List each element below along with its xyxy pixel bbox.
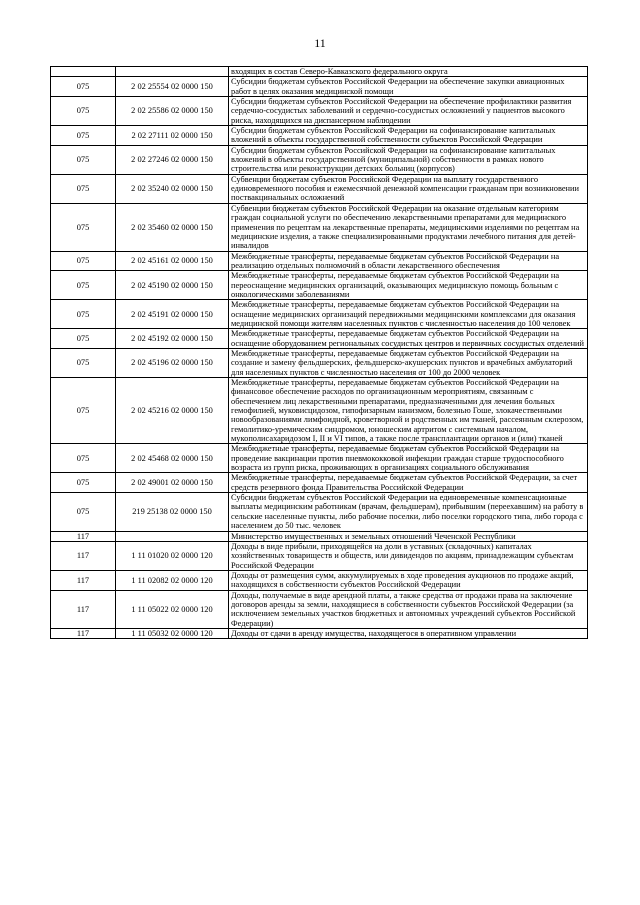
budget-code-cell: 2 02 45216 02 0000 150	[116, 378, 229, 444]
revenue-name-cell: Субвенции бюджетам субъектов Российской Федерации на выплату государственного единовременного пособия и ежемесячной денежной компенсации гражданам при возникновении поствакцинальных осложнений	[229, 174, 588, 203]
revenue-name-cell: Доходы от сдачи в аренду имущества, находящегося в оперативном управлении	[229, 628, 588, 638]
budget-code-cell: 2 02 45468 02 0000 150	[116, 444, 229, 473]
table-row	[51, 348, 588, 377]
admin-code-cell: 117	[51, 541, 116, 570]
admin-code-cell: 075	[51, 329, 116, 349]
revenue-name-cell: Межбюджетные трансферты, передаваемые бюджетам субъектов Российской Федерации на финансовое обеспечение расходов по организационным мероприятиям, связанным с обеспечением лиц лекарственными препаратами, предназначенными для лечения больных гемофилией, муковисцидозом, гипофизарным нанизмом, болезнью Гоше, злокачественными новообразованиями лимфоидной, кроветворной и родственных им тканей, рассеянным склерозом, гемолитико-уремическим синдромом, юношеским артритом с системным началом, мукополисахаридозом I, II и VI типов, а также после трансплантации органов и (или) тканей	[229, 378, 588, 444]
table-row	[51, 628, 588, 638]
table-row	[51, 590, 588, 628]
budget-code-cell: 1 11 05032 02 0000 120	[116, 628, 229, 638]
table-row	[51, 126, 588, 146]
budget-code-cell	[116, 531, 229, 541]
revenue-name-cell: Субсидии бюджетам субъектов Российской Федерации на обеспечение закупки авиационных работ в целях оказания медицинской помощи	[229, 77, 588, 97]
table-row	[51, 300, 588, 329]
admin-code-cell: 075	[51, 378, 116, 444]
admin-code-cell: 117	[51, 590, 116, 628]
admin-code-cell: 075	[51, 444, 116, 473]
budget-code-cell: 2 02 45191 02 0000 150	[116, 300, 229, 329]
table-row	[51, 329, 588, 349]
admin-code-cell: 075	[51, 271, 116, 300]
revenue-name-cell: Доходы, получаемые в виде арендной платы, а также средства от продажи права на заключение договоров аренды за земли, находящиеся в собственности субъектов Российской Федерации (за исключением земельных участков бюджетных и автономных учреждений субъектов Российской Федерации)	[229, 590, 588, 628]
admin-code-cell: 075	[51, 97, 116, 126]
budget-code-cell: 2 02 45190 02 0000 150	[116, 271, 229, 300]
revenue-name-cell: Доходы в виде прибыли, приходящейся на доли в уставных (складочных) капиталах хозяйственных товариществ и обществ, или дивидендов по акциям, принадлежащим субъектам Российской Федерации	[229, 541, 588, 570]
admin-code-cell: 075	[51, 300, 116, 329]
revenue-name-cell: Межбюджетные трансферты, передаваемые бюджетам субъектов Российской Федерации, за счет средств резервного фонда Правительства Российской Федерации	[229, 473, 588, 493]
revenue-name-cell: Субсидии бюджетам субъектов Российской Федерации на обеспечение профилактики развития сердечно-сосудистых заболеваний и сердечно-сосудистых осложнений у пациентов высокого риска, находящихся на диспансерном наблюдении	[229, 97, 588, 126]
revenue-name-cell: Субсидии бюджетам субъектов Российской Федерации на софинансирование капитальных вложений в объекты государственной собственности субъектов Российской Федерации	[229, 126, 588, 146]
revenue-name-cell: входящих в состав Северо-Кавказского федерального округа	[229, 67, 588, 77]
table-row	[51, 493, 588, 531]
budget-code-cell: 2 02 27111 02 0000 150	[116, 126, 229, 146]
budget-code-cell: 2 02 27246 02 0000 150	[116, 145, 229, 174]
revenue-name-cell: Межбюджетные трансферты, передаваемые бюджетам субъектов Российской Федерации на оснащение оборудованием региональных сосудистых центров и первичных сосудистых отделений	[229, 329, 588, 349]
table-row	[51, 174, 588, 203]
table-row	[51, 77, 588, 97]
table-row	[51, 67, 588, 77]
revenue-name-cell: Межбюджетные трансферты, передаваемые бюджетам субъектов Российской Федерации на переоснащение медицинских организаций, оказывающих медицинскую помощь больным с онкологическими заболеваниями	[229, 271, 588, 300]
table-row	[51, 203, 588, 251]
revenue-name-cell: Министерство имущественных и земельных отношений Чеченской Республики	[229, 531, 588, 541]
revenue-name-cell: Межбюджетные трансферты, передаваемые бюджетам субъектов Российской Федерации на создание и замену фельдшерских, фельдшерско-акушерских пунктов и врачебных амбулаторий для населенных пунктов с численностью населения от 100 до 2000 человек	[229, 348, 588, 377]
revenue-name-cell: Межбюджетные трансферты, передаваемые бюджетам субъектов Российской Федерации на оснащение медицинских организаций передвижными медицинскими комплексами для оказания медицинской помощи жителям населенных пунктов с численностью населения до 100 человек	[229, 300, 588, 329]
table-row	[51, 145, 588, 174]
revenue-name-cell: Доходы от размещения сумм, аккумулируемых в ходе проведения аукционов по продаже акций, находящихся в собственности субъектов Российской Федерации	[229, 570, 588, 590]
table-row	[51, 251, 588, 271]
revenue-name-cell: Субсидии бюджетам субъектов Российской Федерации на софинансирование капитальных вложений в объекты государственной (муниципальной) собственности в рамках нового строительства или реконструкции детских больниц (корпусов)	[229, 145, 588, 174]
admin-code-cell: 075	[51, 77, 116, 97]
admin-code-cell: 117	[51, 531, 116, 541]
budget-code-cell: 2 02 25586 02 0000 150	[116, 97, 229, 126]
admin-code-cell: 075	[51, 251, 116, 271]
admin-code-cell: 075	[51, 348, 116, 377]
table-row	[51, 570, 588, 590]
budget-code-cell: 1 11 05022 02 0000 120	[116, 590, 229, 628]
admin-code-cell: 117	[51, 628, 116, 638]
table-row	[51, 541, 588, 570]
admin-code-cell: 075	[51, 493, 116, 531]
admin-code-cell: 075	[51, 473, 116, 493]
table-row	[51, 473, 588, 493]
revenue-name-cell: Межбюджетные трансферты, передаваемые бюджетам субъектов Российской Федерации на реализацию отдельных полномочий в области лекарственного обеспечения	[229, 251, 588, 271]
budget-code-cell: 1 11 02082 02 0000 120	[116, 570, 229, 590]
budget-code-cell: 2 02 45161 02 0000 150	[116, 251, 229, 271]
revenue-name-cell: Субвенции бюджетам субъектов Российской Федерации на оказание отдельным категориям граждан социальной услуги по обеспечению лекарственными препаратами для медицинского применения по рецептам на лекарственные препараты, медицинскими изделиями по рецептам на медицинские изделия, а также специализированными продуктами лечебного питания для детей-инвалидов	[229, 203, 588, 251]
admin-code-cell: 075	[51, 203, 116, 251]
budget-code-cell: 2 02 35240 02 0000 150	[116, 174, 229, 203]
revenue-name-cell: Межбюджетные трансферты, передаваемые бюджетам субъектов Российской Федерации на проведение вакцинации против пневмококковой инфекции граждан старше трудоспособного возраста из групп риска, проживающих в организациях социального обслуживания	[229, 444, 588, 473]
revenue-name-cell: Субсидии бюджетам субъектов Российской Федерации на единовременные компенсационные выплаты медицинским работникам (врачам, фельдшерам), прибывшим (переехавшим) на работу в сельские населенные пункты, либо рабочие поселки, либо поселки городского типа, либо города с населением до 50 тыс. человек	[229, 493, 588, 531]
budget-code-cell: 219 25138 02 0000 150	[116, 493, 229, 531]
admin-code-cell: 075	[51, 145, 116, 174]
budget-code-cell: 2 02 45196 02 0000 150	[116, 348, 229, 377]
revenue-codes-table	[50, 66, 588, 639]
admin-code-cell: 117	[51, 570, 116, 590]
budget-code-cell: 2 02 49001 02 0000 150	[116, 473, 229, 493]
page-number: 11	[314, 36, 326, 50]
table-row	[51, 271, 588, 300]
budget-code-cell: 2 02 25554 02 0000 150	[116, 77, 229, 97]
table-row	[51, 444, 588, 473]
budget-code-cell: 1 11 01020 02 0000 120	[116, 541, 229, 570]
admin-code-cell: 075	[51, 174, 116, 203]
budget-code-cell: 2 02 35460 02 0000 150	[116, 203, 229, 251]
table-row	[51, 378, 588, 444]
admin-code-cell	[51, 67, 116, 77]
budget-code-cell: 2 02 45192 02 0000 150	[116, 329, 229, 349]
admin-code-cell: 075	[51, 126, 116, 146]
table-row	[51, 97, 588, 126]
budget-code-cell	[116, 67, 229, 77]
table-row	[51, 531, 588, 541]
